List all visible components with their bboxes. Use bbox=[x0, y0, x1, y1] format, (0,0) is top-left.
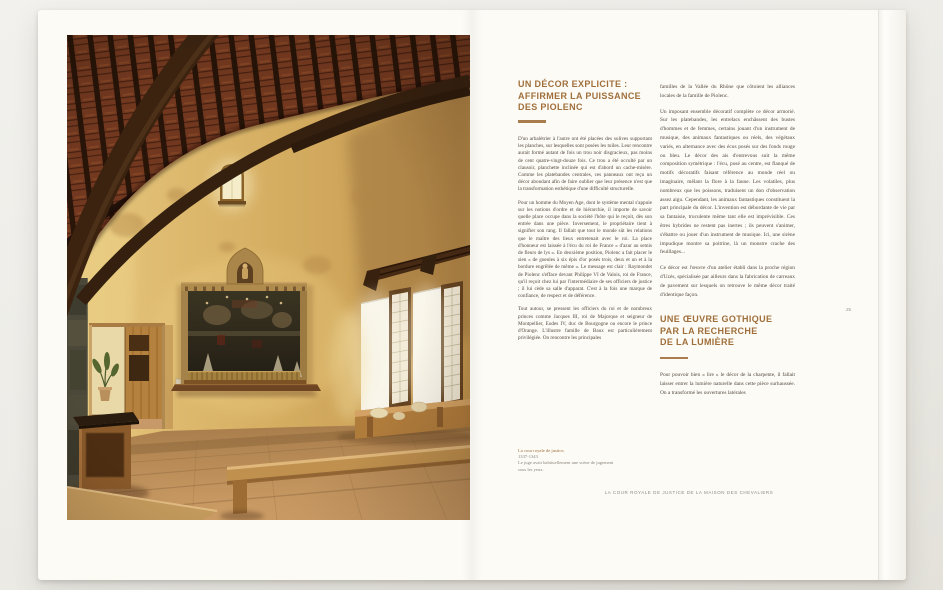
section-2-title-line: PAR LA RECHERCHE bbox=[660, 325, 758, 336]
section-2-title-line: DE LA LUMIÈRE bbox=[660, 337, 735, 348]
text-column-1 bbox=[518, 136, 652, 348]
paragraph: Un imposant ensemble décoratif complète ce décor armorié. Sur les platebandes, les entrelacs enchâssent des bustes d'hommes et de femmes, certains jouant d'un instrument de musique, des animaux fantastiques ou réels, des végétaux variés, en alternance avec des écus posés sur des fonds rouge ou bleu. Le décor des ais d'entrevous suit la même composition symétrique : l'écu, posé au centre, est flanqué de motifs décoratifs faisant référence au monde réel ou imaginaire, mêlant la flore à la faune. Les volatiles, plus nombreux que les poissons, traduisent un don d'observation assez aigu. Cependant, les animaux fantastiques constituent la part principale du décor. L'invention est débordante de vie par sa fantaisie, truculente même tant elle est imprévisible. Ces êtres hybrides ne restent pas inertes ; ils peuvent s'animer, s'ébattre ou jouer d'un instrument de musique. Ici, une sirène impudique montre sa poitrine, là un monstre crache des feuillages... bbox=[660, 108, 795, 256]
paragraph: Tout autour, se pressent les officiers du roi et de nombreux princes comme Jacques III, roi de Majorque et seigneur de Montpellier, Eudes IV, duc de Bourgogne ou encore le prince d'Orange. L'illustre famille de Baux est particulièrement privilégiée. On rencontre les principales bbox=[518, 306, 652, 342]
section-1-title bbox=[518, 79, 678, 114]
paragraph: D'un arbalétrier à l'autre ont été placées des solives supportant les planches, sur lesquelles sont posées les tuiles. Leur rencontre aurait formé autant de fois un trou noir disgracieux, pas moins de cent quatre-vingt-douze fois. Ce trou a été occulté par un clausoir, planchette inclinée qui est d'abord un cache-misère. Comme les platebandes centrales, ces panneaux ont reçu un décor abondant afin de faire oublier que leur présence n'est que la transformation esthétique d'une difficulté structurelle. bbox=[518, 136, 652, 193]
caption-title: La cour royale de justice, bbox=[518, 448, 565, 453]
paragraph: Ce décor est l'œuvre d'un atelier établi dans la proche région d'Uzès, spécialisée par ailleurs dans la fabrication de carreaux de pavement sur lesquels on retrouve le même décor traité d'identique façon. bbox=[660, 265, 795, 298]
caption-text: Le juge avait habituellement une scène de jugement sous les yeux. bbox=[518, 460, 614, 472]
right-page bbox=[472, 10, 906, 580]
section-1-title-line: AFFIRMER LA PUISSANCE bbox=[518, 90, 642, 101]
section-1-title-line: UN DÉCOR EXPLICITE : bbox=[518, 79, 628, 89]
section-2-title bbox=[660, 314, 795, 349]
section-2-rule bbox=[660, 357, 688, 360]
caption-date: 1337-1343 bbox=[518, 454, 538, 460]
interior-photo-illustration bbox=[67, 35, 470, 520]
running-footer: LA COUR ROYALE DE JUSTICE DE LA MAISON DES CHEVALIERS bbox=[604, 490, 774, 495]
paragraph: Pour un homme du Moyen Age, dont le système mental s'appuie sur les notions d'ordre et de hiérarchie, il importe de savoir quelle place occupe dans la société l'hôte qui le reçoit, dès son entrée dans une pièce. Inversement, le propriétaire tient à signifier son rang. Il fallait que tout le monde sût les relations que le maître des lieux entretenait avec le roi. La place d'honneur est laissée à l'écu du roi de France « d'azur au semis de fleurs de lys ». En deuxième position, Piolenc a fait placer le sien « de gueules à six épis d'or posés trois, deux et un et à la bordure engrêlée de même ». Le message est clair : Raymondet de Piolenc s'efface devant Philippe VI de Valois, roi de France, qu'il reçoit chez lui par l'intermédiaire de ses officiers de justice ; il lui cède sa salle d'apparat. C'est à la fois une marque de confiance, de respect et de déférence. bbox=[518, 199, 652, 300]
paragraph: familles de la Vallée du Rhône que côtoient les alliances locales de la famille de Piolenc. bbox=[660, 84, 795, 99]
book-spread bbox=[38, 10, 906, 580]
section-1-rule bbox=[518, 120, 546, 123]
paragraph: Pour pouvoir bien « lire » le décor de la charpente, il fallait laisser entrer la lumière naturelle dans cette pièce surhaussée. On a transformé les ouvertures latérales bbox=[660, 372, 795, 396]
page-edge bbox=[878, 10, 906, 580]
page-number: 25 bbox=[846, 307, 852, 312]
section-2-title-line: UNE ŒUVRE GOTHIQUE bbox=[660, 314, 773, 325]
left-page bbox=[38, 10, 472, 580]
photo-vignette bbox=[67, 35, 470, 520]
section-1-title-line: DES PIOLENC bbox=[518, 102, 583, 112]
photo-caption bbox=[518, 448, 618, 473]
interior-photo bbox=[67, 35, 470, 520]
text-column-2 bbox=[660, 83, 795, 405]
